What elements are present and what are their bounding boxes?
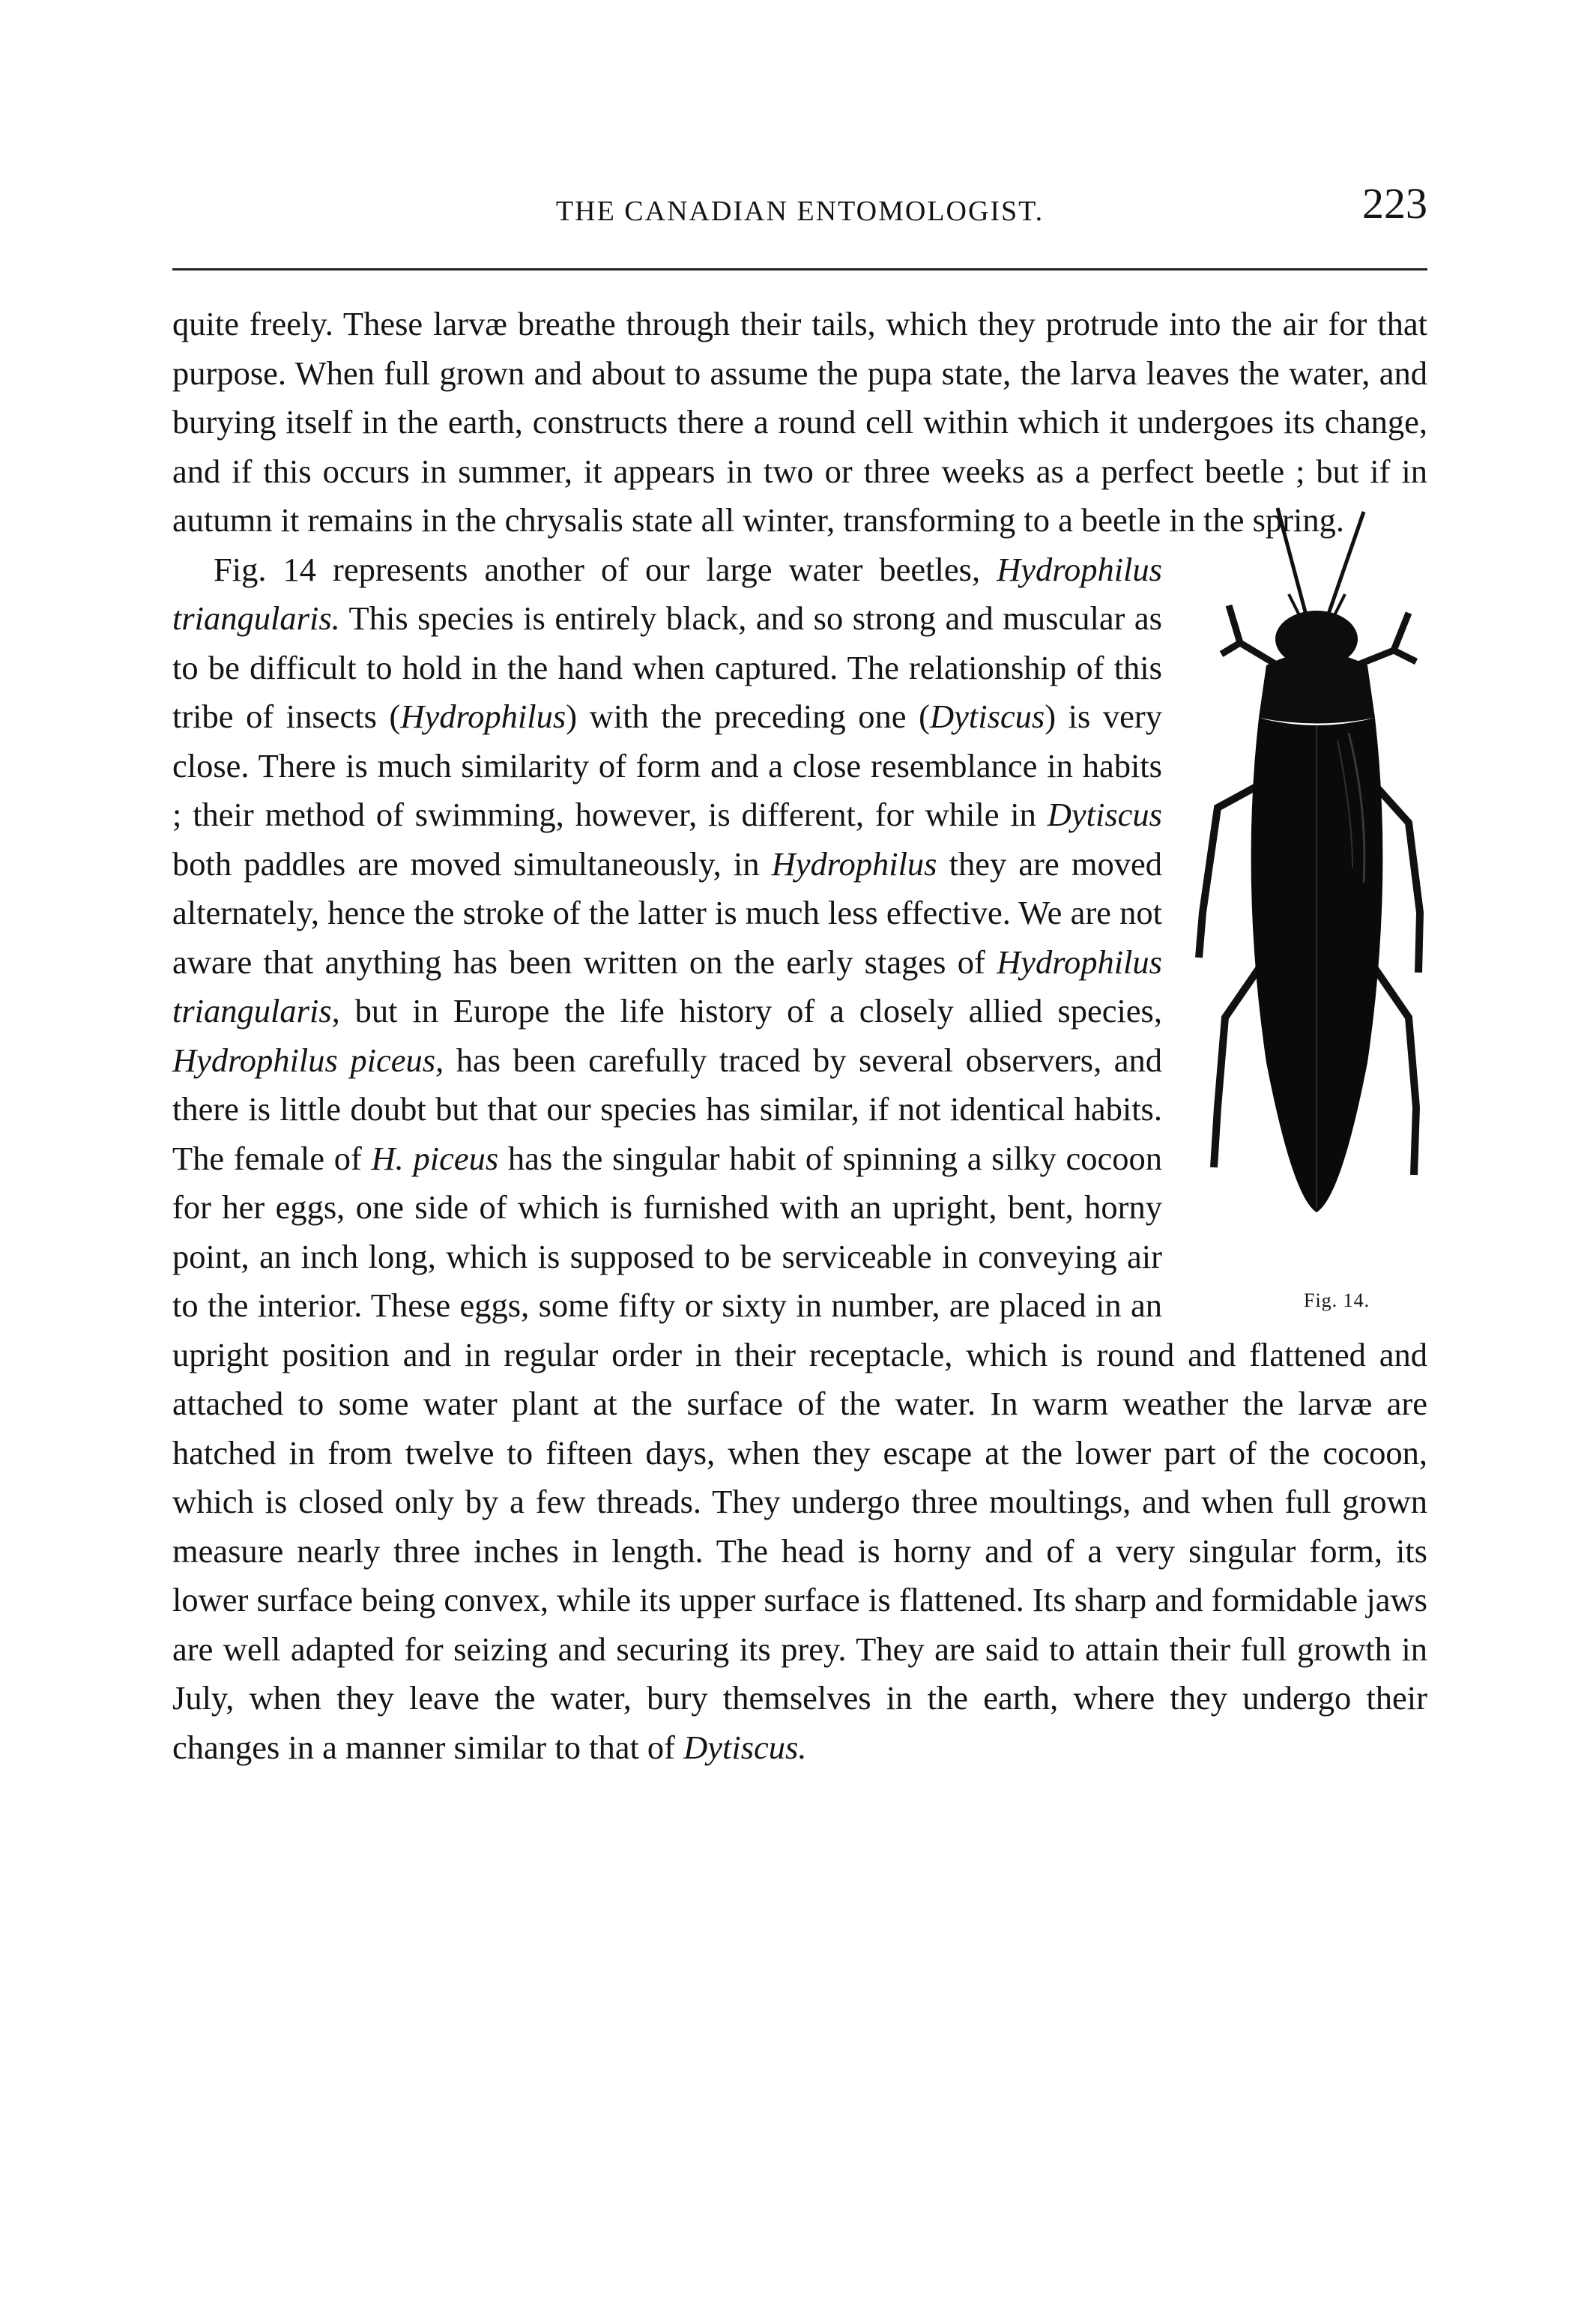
species-name: Hydrophilus triangularis. bbox=[172, 550, 1162, 637]
text-span: Fig. 14 represents another of our large water beetles, bbox=[214, 550, 997, 588]
text-span: both paddles are moved simultaneously, in bbox=[172, 844, 772, 883]
header-rule bbox=[172, 268, 1427, 270]
genus-name: Dytiscus bbox=[929, 698, 1045, 735]
figure-14 bbox=[1195, 493, 1427, 1310]
genus-name: Hydrophilus bbox=[771, 844, 937, 883]
genus-name: Dytiscus bbox=[1047, 796, 1162, 833]
text-span: has the singular habit of spinning a silky cocoon for her eggs, one side of which is furnished with an upright, bent, horny point, an inch long, which is supposed to be serviceable in conveying air to the interior. These eggs, some fifty or sixty in number, are placed in an upright position and in regular order in their receptacle, which is round and flattened and attached to some water plant at the surface of the water. In warm weather the larvæ are hatched in from twelve to fifteen days, when they escape at the lower part of the cocoon, which is closed only by a few threads. They undergo three moultings, and when full grown measure nearly three inches in length. The head is horny and of a very singular form, its lower surface being convex, while its upper surface is flattened. Its sharp and formidable jaws are well adapted for seizing and securing its prey. They are said to attain their full growth in July, when they leave the water, bury themselves in the earth, where they undergo their changes in a manner similar to that of bbox=[172, 1139, 1427, 1766]
species-name: Hydrophilus triangularis, bbox=[172, 943, 1162, 1029]
text-span: but in Europe the life history of a closely allied species, bbox=[339, 992, 1162, 1029]
article-body bbox=[172, 300, 1427, 1772]
text-span: they are moved alternately, hence the stroke of the latter is much less effective. We are not aware that anything has been written on the early stages of bbox=[172, 844, 1162, 981]
page-number: 223 bbox=[1362, 179, 1427, 228]
page-header bbox=[172, 178, 1427, 238]
species-name: H. piceus bbox=[371, 1139, 499, 1177]
running-title: THE CANADIAN ENTOMOLOGIST. bbox=[555, 196, 1045, 227]
paragraph-1-text: quite freely. These larvæ breathe through their tails, which they protrude into the air for that purpose. When full grown and about to assume the pupa state, the larva leaves the water, and burying itself in the earth, constructs there a round cell within which it undergoes its change, and if this occurs in summer, it appears in two or three weeks as a perfect beetle ; but if in autumn it remains in the chrysalis state all winter, transforming to a beetle in the spring. bbox=[172, 305, 1427, 539]
genus-name: Hydrophilus bbox=[400, 698, 566, 735]
text-span: This species is entirely black, and so strong and muscular as to be difficult to hold in the hand when captured. The relationship of this tribe of insects ( bbox=[172, 599, 1162, 735]
text-span: has been carefully traced by several observers, and there is little doubt but that our species has similar, if not identical habits. The female of bbox=[172, 1041, 1162, 1177]
text-span: ) is very close. There is much similarity of form and a close resemblance in habits ; their method of swimming, however, is different, for while in bbox=[172, 698, 1162, 833]
species-name: Hydrophilus piceus, bbox=[172, 1041, 444, 1079]
figure-caption: Fig. 14. bbox=[1304, 1289, 1370, 1311]
text-span: ) with the preceding one ( bbox=[566, 698, 930, 735]
genus-name: Dytiscus. bbox=[683, 1728, 807, 1766]
water-beetle-illustration bbox=[1195, 493, 1427, 1272]
